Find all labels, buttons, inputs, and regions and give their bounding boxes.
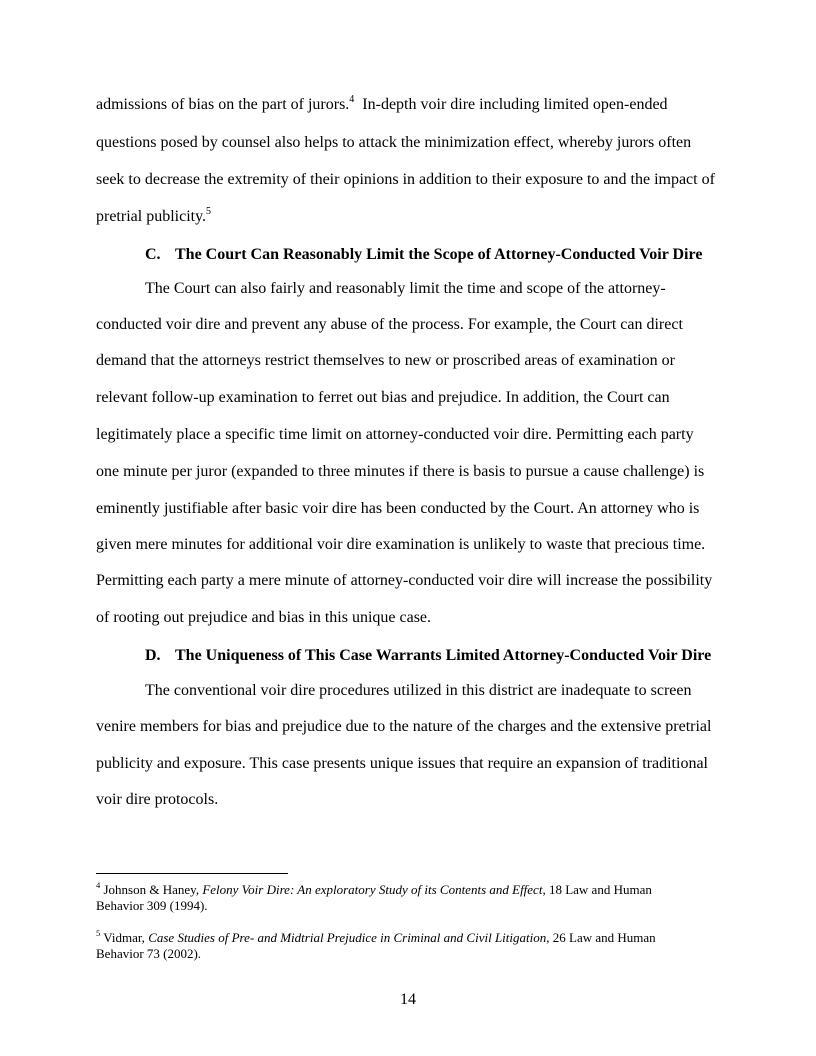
section-d-title: The Uniqueness of This Case Warrants Limited Attorney-Conducted Voir Dire bbox=[175, 647, 712, 664]
footnote-title: Case Studies of Pre- and Midtrial Prejudice in Criminal and Civil Litigation bbox=[148, 930, 547, 945]
footnote-reference-4[interactable]: 4 bbox=[349, 93, 355, 105]
footnote-title: Felony Voir Dire: An exploratory Study of its Contents and Effect bbox=[202, 882, 543, 897]
footnote-4: $^4$ Johnson & Haney, Felony Voir Dire: An exploratory Study of its Contents and Effect, 18 Law and Human Behavior 309 (1994). bbox=[96, 879, 652, 913]
section-c-letter: C. bbox=[145, 246, 161, 263]
body-line: pretrial publicity.$^5$ bbox=[96, 205, 212, 225]
footnote-number: 4 bbox=[96, 879, 101, 890]
footnote-5: $^5$ Vidmar, Case Studies of Pre- and Midtrial Prejudice in Criminal and Civil Litigation, 26 Law and Human Behavior 73 (2002). bbox=[96, 927, 656, 961]
body-line: seek to decrease the extremity of their opinions in addition to their exposure to and the impact of bbox=[96, 171, 715, 188]
body-line: demand that the attorneys restrict themselves to new or proscribed areas of examination or bbox=[96, 352, 675, 369]
footnote-separator bbox=[96, 873, 288, 874]
footnote-number: 5 bbox=[96, 927, 101, 938]
body-line: publicity and exposure. This case presents unique issues that require an expansion of traditional bbox=[96, 755, 708, 772]
body-line: conducted voir dire and prevent any abuse of the process. For example, the Court can direct bbox=[96, 316, 683, 333]
body-line: eminently justifiable after basic voir dire has been conducted by the Court. An attorney who is bbox=[96, 500, 700, 517]
body-line: Permitting each party a mere minute of attorney-conducted voir dire will increase the possibility bbox=[96, 572, 713, 589]
body-line: of rooting out prejudice and bias in this unique case. bbox=[96, 609, 432, 626]
body-line: The conventional voir dire procedures utilized in this district are inadequate to screen bbox=[145, 682, 692, 699]
section-c-heading bbox=[145, 246, 702, 264]
footnote-reference-5[interactable]: 5 bbox=[206, 205, 212, 217]
body-line: venire members for bias and prejudice due to the nature of the charges and the extensive pretrial bbox=[96, 718, 712, 735]
body-line: legitimately place a specific time limit on attorney-conducted voir dire. Permitting each party bbox=[96, 426, 694, 443]
body-line: questions posed by counsel also helps to attack the minimization effect, whereby jurors often bbox=[96, 134, 692, 151]
body-line: given mere minutes for additional voir dire examination is unlikely to waste that precious time. bbox=[96, 536, 706, 553]
body-line: voir dire protocols. bbox=[96, 791, 219, 808]
body-line: admissions of bias on the part of jurors.$^4$ In-depth voir dire including limited open-ended bbox=[96, 93, 668, 113]
body-line: one minute per juror (expanded to three minutes if there is basis to pursue a cause challenge) is bbox=[96, 463, 705, 480]
section-c-title: The Court Can Reasonably Limit the Scope of Attorney-Conducted Voir Dire bbox=[175, 246, 703, 263]
page-number: 14 bbox=[400, 991, 416, 1008]
section-d-letter: D. bbox=[145, 647, 161, 664]
body-line: The Court can also fairly and reasonably limit the time and scope of the attorney- bbox=[145, 280, 666, 297]
body-line: relevant follow-up examination to ferret out bias and prejudice. In addition, the Court can bbox=[96, 389, 670, 406]
section-d-heading bbox=[145, 647, 711, 665]
